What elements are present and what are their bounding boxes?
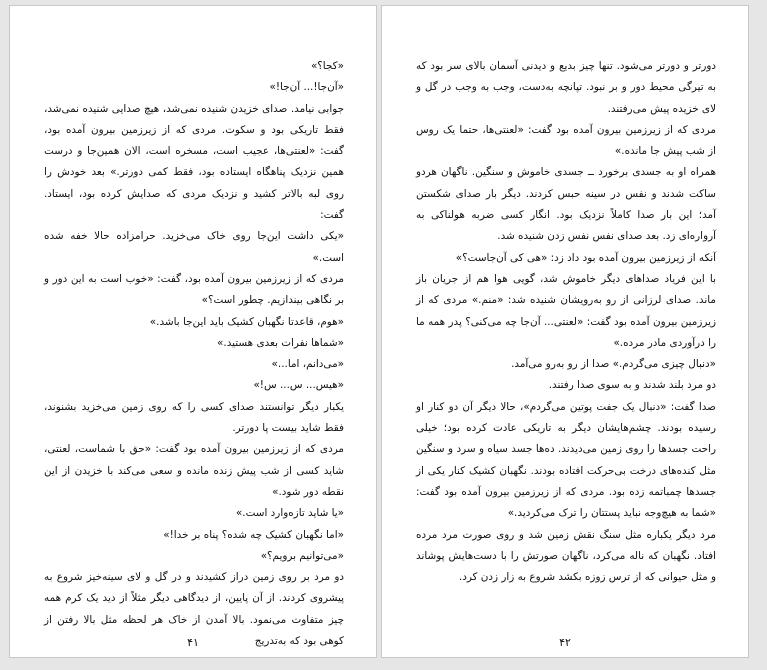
paragraph: همراه او به جسدی برخورد ــ جسدی خاموش و سنگین. ناگهان هردو ساکت شدند و نفس در سینه حبس کردند. دیگر بار صدای شکستن آمد؛ این بار صدا کاملاً نزدیک بود. انگار کسی ضربه هولناکی به آرواره‌ای زد. بعد صدای نفس نفس زدن شنیده شد. — [416, 166, 716, 243]
paragraph: یکبار دیگر توانستند صدای کسی را که روی زمین می‌خزید بشنوند، فقط شاید بیست پا دورتر. — [44, 400, 344, 435]
paragraph: جوابی نیامد. صدای خزیدن شنیده نمی‌شد، هیچ صدایی شنیده نمی‌شد، فقط تاریکی بود و سکوت. مردی که از زیرزمین بیرون آمده بود، گفت: «لعنتی‌ها، عجیب است، مسخره است، الان همین‌جا و درست همین نزدیک پناهگاه ایستاده بود، فقط کمی دورتر.» بعد خودش را روی لبه بالاتر کشید و نزدیک مردی که صدایش کرده بود، ایستاد. گفت: — [44, 102, 344, 222]
paragraph: با این فریاد صداهای دیگر خاموش شد، گویی هوا هم از جریان باز ماند. صدای لرزانی از رو به‌رویشان شنیده شد: «منم.» مردی که از زیرزمین بیرون آمده بود گفت: «لعنتی... آن‌جا چه می‌کنی؟ پدر همه ما را درآوردی مادر مرده.» — [416, 272, 716, 349]
left-page — [9, 5, 377, 658]
paragraph: «آن‌جا!... آن‌جا!» — [269, 81, 344, 94]
paragraph: «یکی داشت این‌جا روی خاک می‌خزید. حرامزاده حالا خفه شده است.» — [44, 230, 344, 264]
right-page — [381, 5, 749, 658]
paragraph: «هوم، قاعدتا نگهبان کشیک باید این‌جا باشد.» — [149, 315, 344, 328]
right-page-text — [416, 56, 716, 588]
paragraph: «اما نگهبان کشیک چه شده؟ پناه بر خدا!» — [163, 528, 344, 541]
paragraph: مردی که از زیرزمین بیرون آمده بود، گفت: «خوب است به این دور و بر نگاهی بیندازیم. چطور است؟» — [44, 272, 344, 307]
paragraph: «هیس... س... س!» — [253, 379, 344, 392]
left-page-text — [44, 56, 344, 652]
paragraph: دو مرد بر روی زمین دراز کشیدند و در گل و لای سینه‌خیز شروع به پیشروی کردند. از آن پایین، از دیدگاهی دیگر مثلاً از دید یک کرم همه چیز متفاوت می‌نمود. بالا آمدن از خاک هر لحظه مثل بالا رفتن از کوهی بود که به‌تدریج — [44, 571, 344, 648]
paragraph: آنکه از زیرزمین بیرون آمده بود داد زد: «هی کی آن‌جاست؟» — [455, 251, 716, 264]
paragraph: «دنبال چیزی می‌گردم.» صدا از رو به‌رو می‌آمد. — [511, 358, 716, 371]
page-number: ۴۱ — [187, 636, 199, 649]
paragraph: «کجا؟» — [310, 60, 344, 72]
paragraph: «شماها نفرات بعدی هستید.» — [217, 336, 344, 349]
paragraph: مردی که از زیرزمین بیرون آمده بود گفت: «حق با شماست، لعنتی، شاید کسی از شب پیش زنده مانده و سعی می‌کند با خزیدن از این نقطه دور شود.» — [44, 443, 344, 498]
paragraph: دو مرد بلند شدند و به سوی صدا رفتند. — [548, 379, 716, 392]
page-number: ۴۲ — [559, 636, 571, 649]
paragraph: «می‌دانم، اما...» — [271, 358, 344, 371]
paragraph: مردی که از زیرزمین بیرون آمده بود گفت: «لعنتی‌ها، حتما یک روس از شب پیش جا مانده.» — [416, 123, 716, 158]
paragraph: دورتر و دورتر می‌شود. تنها چیز بدیع و دیدنی آسمان بالای سر بود که به تیرگی محیط دور و بر نبود. تپانچه به‌دست، وجب به وجب در گل و لای خزیده پیش می‌رفتند. — [416, 60, 716, 115]
paragraph: مرد دیگر یکباره مثل سنگ نقش زمین شد و روی صورت مرد مرده افتاد. نگهبان که ناله می‌کرد، ناگهان صورتش را با دست‌هایش پوشاند و مثل حیوانی که از ترس زوزه بکشد شروع به زار زدن کرد. — [416, 528, 716, 584]
paragraph: «می‌توانیم برویم؟» — [260, 549, 344, 562]
paragraph: صدا گفت: «دنبال یک جفت پوتین می‌گردم»، حالا دیگر آن دو کنار او رسیده بودند. چشم‌هایشان دیگر به تاریکی عادت کرده بود؛ خیلی راحت جسدها را روی زمین می‌دیدند. ده‌ها جسد سیاه و سرد و سنگین مثل کنده‌های درخت بی‌حرکت افتاده بودند. نگهبان کشیک کنار یکی از جسدها چمباتمه زده بود. مردی که از زیرزمین بیرون آمده بود گفت: «شما به هیچ‌وجه نباید پستتان را ترک می‌کردید.» — [416, 400, 716, 520]
paragraph: «یا شاید تازه‌وارد است.» — [235, 507, 344, 520]
